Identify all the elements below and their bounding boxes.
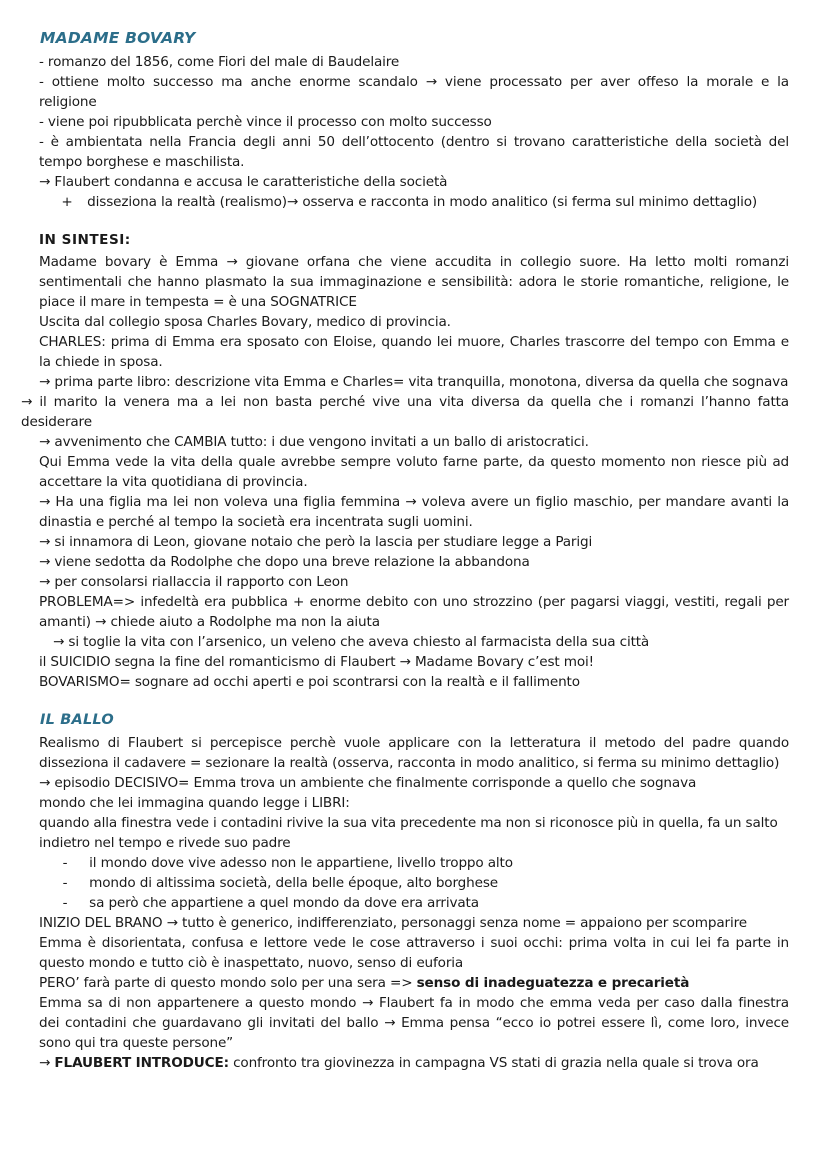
text-line: → si innamora di Leon, giovane notaio che però la lascia per studiare legge a Parigi bbox=[39, 534, 593, 550]
flaubert-introduce-text: confronto tra giovinezza in campagna VS stati di grazia nella quale si trova ora bbox=[233, 1055, 759, 1071]
pero-text: PERO’ farà parte di questo mondo solo per una sera => bbox=[39, 975, 413, 991]
text-line: dinastia e perché al tempo la società era incentrata sugli uomini. bbox=[39, 514, 473, 530]
text-line: - ottiene molto successo ma anche enorme scandalo → viene processato per aver offeso la morale e la bbox=[39, 74, 789, 90]
text-line: disseziona il cadavere = sezionare la realtà (osserva, racconta in modo analitico, si ferma su minimo dettaglio) bbox=[39, 755, 780, 771]
text-line bbox=[39, 1053, 789, 1073]
text-line: PROBLEMA=> infedeltà era pubblica + enorme debito con uno strozzino (per pagarsi viaggi, vestiti, regali per bbox=[39, 594, 789, 610]
section-title-in-sintesi: IN SINTESI: bbox=[39, 232, 131, 248]
flaubert-introduce-label: FLAUBERT INTRODUCE: bbox=[54, 1055, 229, 1071]
text-line: → per consolarsi riallaccia il rapporto con Leon bbox=[39, 574, 349, 590]
section-title-il-ballo: IL BALLO bbox=[40, 712, 114, 728]
list-item-text: mondo di altissima società, della belle époque, alto borghese bbox=[89, 875, 498, 891]
text-line: Realismo di Flaubert si percepisce perchè vuole applicare con la letteratura il metodo del padre quando bbox=[39, 735, 789, 751]
text-line: tempo borghese e maschilista. bbox=[39, 154, 245, 170]
text-line: questo mondo e tutto ciò è inaspettato, nuovo, senso di euforia bbox=[39, 955, 464, 971]
list-item bbox=[53, 873, 803, 893]
dash-marker: - bbox=[62, 895, 68, 911]
text-line: CHARLES: prima di Emma era sposato con Eloise, quando lei muore, Charles trascorre del tempo con Emma e bbox=[39, 334, 789, 350]
text-line: Qui Emma vede la vita della quale avrebbe sempre voluto farne parte, da questo momento non riesce più ad bbox=[39, 454, 789, 470]
text-line: indietro nel tempo e rivede suo padre bbox=[39, 835, 291, 851]
text-line: sono qui tra queste persone” bbox=[39, 1035, 234, 1051]
text-line: Madame bovary è Emma → giovane orfana che viene accudita in collegio suore. Ha letto molti romanzi bbox=[39, 254, 789, 270]
text-line: la chiede in sposa. bbox=[39, 354, 163, 370]
text-line: piace il mare in tempesta = è una SOGNATRICE bbox=[39, 294, 357, 310]
list-item-text: il mondo dove vive adesso non le appartiene, livello troppo alto bbox=[89, 855, 513, 871]
text-line: desiderare bbox=[21, 414, 92, 430]
text-line: quando alla finestra vede i contadini rivive la sua vita precedente ma non si riconosce più in quella, fa un salto bbox=[39, 815, 778, 831]
text-line: religione bbox=[39, 94, 97, 110]
list-item-text: sa però che appartiene a quel mondo da dove era arrivata bbox=[89, 895, 479, 911]
text-line: Uscita dal collegio sposa Charles Bovary, medico di provincia. bbox=[39, 314, 451, 330]
text-line: il SUICIDIO segna la fine del romanticismo di Flaubert → Madame Bovary c’est moi! bbox=[39, 654, 594, 670]
text-line: - romanzo del 1856, come Fiori del male di Baudelaire bbox=[39, 54, 400, 70]
dash-marker: - bbox=[62, 855, 68, 871]
text-line: sentimentali che hanno plasmato la sua immaginazione e sensibilità: adora le storie romantiche, religione, le bbox=[39, 274, 789, 290]
section-title-madame-bovary: MADAME BOVARY bbox=[40, 29, 196, 47]
list-item bbox=[53, 853, 803, 873]
text-line: - viene poi ripubblicata perchè vince il processo con molto successo bbox=[39, 114, 492, 130]
text-line: → prima parte libro: descrizione vita Emma e Charles= vita tranquilla, monotona, diversa da quella che sognava bbox=[39, 374, 789, 390]
text-line: - è ambientata nella Francia degli anni 50 dell’ottocento (dentro si trovano caratteristiche della società del bbox=[39, 134, 789, 150]
text-line: amanti) → chiede aiuto a Rodolphe ma non la aiuta bbox=[39, 614, 380, 630]
plus-marker: + bbox=[61, 194, 73, 210]
dash-marker: - bbox=[62, 875, 68, 891]
text-line: dei contadini che guardavano gli invitati del ballo → Emma pensa “ecco io potrei essere lì, come loro, invece bbox=[39, 1015, 789, 1031]
text-line: → viene sedotta da Rodolphe che dopo una breve relazione la abbandona bbox=[39, 554, 530, 570]
text-line: → episodio DECISIVO= Emma trova un ambiente che finalmente corrisponde a quello che sognava bbox=[39, 775, 697, 791]
arrow-glyph: → bbox=[39, 1055, 51, 1071]
text-line: → si toglie la vita con l’arsenico, un veleno che aveva chiesto al farmacista della sua città bbox=[53, 634, 650, 650]
pero-bold-text: senso di inadeguatezza e precarietà bbox=[416, 975, 690, 991]
text-line: Emma sa di non appartenere a questo mondo → Flaubert fa in modo che emma veda per caso dalla finestra bbox=[39, 995, 789, 1011]
plus-bullet-text: disseziona la realtà (realismo)→ osserva e racconta in modo analitico (si ferma sul minimo dettaglio) bbox=[87, 194, 758, 210]
text-line: Emma è disorientata, confusa e lettore vede le cose attraverso i suoi occhi: prima volta in cui lei fa parte in bbox=[39, 935, 789, 951]
plus-bullet-item bbox=[55, 192, 805, 212]
text-line: INIZIO DEL BRANO → tutto è generico, indifferenziato, personaggi senza nome = appaiono per scomparire bbox=[39, 915, 747, 931]
text-line: → Flaubert condanna e accusa le caratteristiche della società bbox=[39, 174, 448, 190]
text-line: → Ha una figlia ma lei non voleva una figlia femmina → voleva avere un figlio maschio, per mandare avanti la bbox=[39, 494, 789, 510]
text-line: → avvenimento che CAMBIA tutto: i due vengono invitati a un ballo di aristocratici. bbox=[39, 434, 589, 450]
text-line: BOVARISMO= sognare ad occhi aperti e poi scontrarsi con la realtà e il fallimento bbox=[39, 674, 580, 690]
text-line: accettare la vita quotidiana di provincia. bbox=[39, 474, 308, 490]
text-line: mondo che lei immagina quando legge i LIBRI: bbox=[39, 795, 350, 811]
list-item bbox=[53, 893, 803, 913]
text-line: → il marito la venera ma a lei non basta perché vive una vita diversa da quella che i romanzi l’hanno fatta bbox=[21, 394, 789, 410]
text-line bbox=[39, 973, 789, 993]
